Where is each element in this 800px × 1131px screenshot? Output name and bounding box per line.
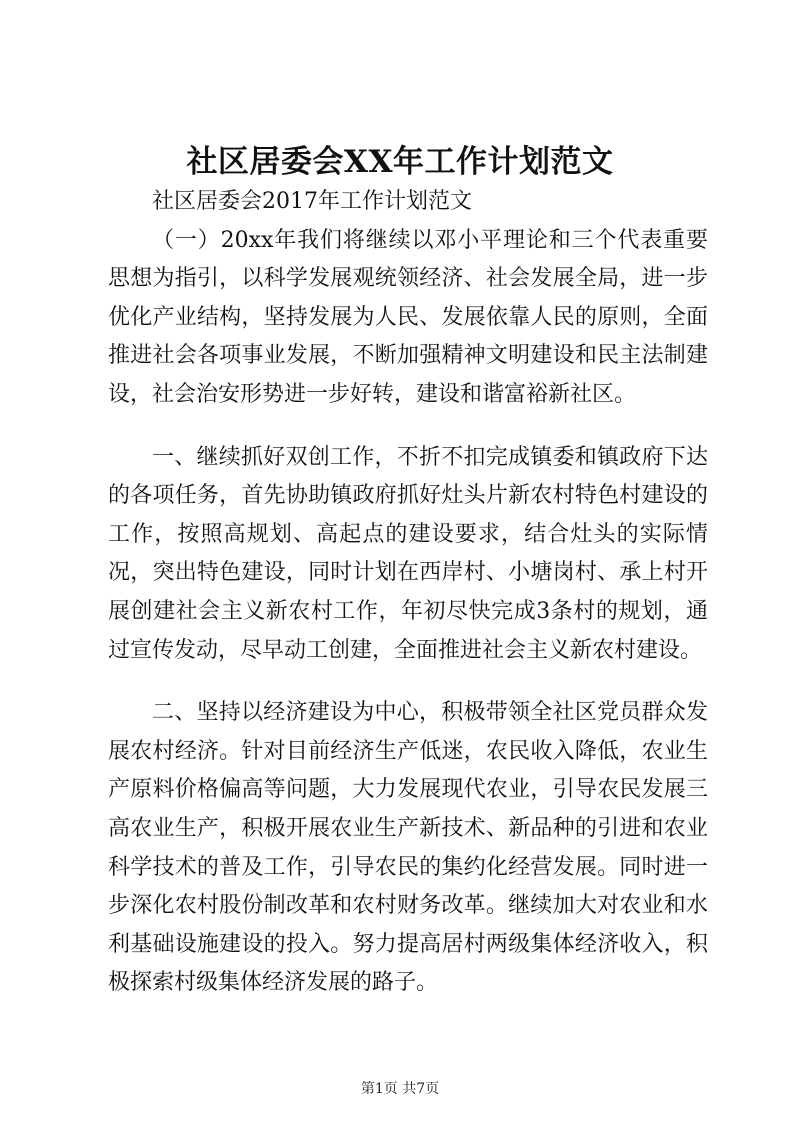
paragraph-1: （一）20xx年我们将继续以邓小平理论和三个代表重要思想为指引，以科学发展观统领经济、社会发展全局，进一步优化产业结构，坚持发展为人民、发展依靠人民的原则，全面推进社会各项事业发展，不断加强精神文明建设和民主法制建设，社会治安形势进一步好转，建设和谐富裕新社区。 xyxy=(108,227,708,407)
document-title: 社区居委会XX年工作计划范文 xyxy=(186,144,614,180)
document-subtitle: 社区居委会2017年工作计划范文 xyxy=(152,189,472,214)
page-number-footer: 第1页 共7页 xyxy=(360,1081,440,1097)
paragraph-3: 二、坚持以经济建设为中心，积极带领全社区党员群众发展农村经济。针对目前经济生产低迷，农民收入降低，农业生产原料价格偏高等问题，大力发展现代农业，引导农民发展三高农业生产，积极开展农业生产新技术、新品种的引进和农业科学技术的普及工作，引导农民的集约化经营发展。同时进一步深化农村股份制改革和农村财务改革。继续加大对农业和水利基础设施建设的投入。努力提高居村两级集体经济收入，积极探索村级集体经济发展的路子。 xyxy=(108,700,708,996)
document-body xyxy=(108,183,708,1003)
paragraph-2: 一、继续抓好双创工作，不折不扣完成镇委和镇政府下达的各项任务，首先协助镇政府抓好灶头片新农村特色村建设的工作，按照高规划、高起点的建设要求，结合灶头的实际情况，突出特色建设，同时计划在西岸村、小塘岗村、承上村开展创建社会主义新农村工作，年初尽快完成3条村的规划，通过宣传发动，尽早动工创建，全面推进社会主义新农村建设。 xyxy=(108,444,708,663)
